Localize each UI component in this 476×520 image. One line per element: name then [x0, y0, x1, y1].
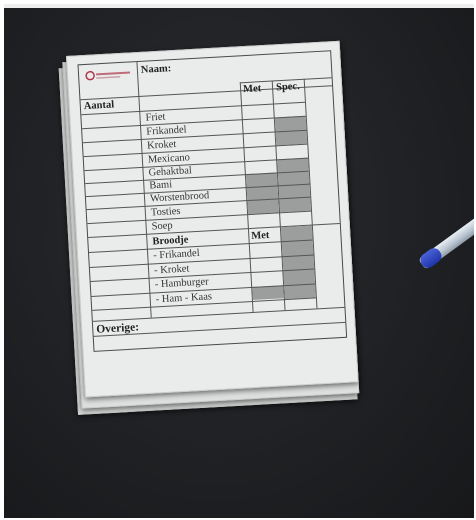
item-label: Worstenbrood: [149, 190, 210, 205]
pen-icon: [418, 183, 474, 270]
shaded-cell: [246, 172, 279, 214]
overige-label: Overige:: [95, 321, 140, 336]
broodje-header: Broodje: [152, 234, 189, 248]
row-line: [87, 211, 311, 225]
broodje-item: - Hamburger: [154, 276, 209, 291]
order-form-table: [77, 50, 347, 352]
row-line: [83, 130, 307, 144]
grid-line: [146, 234, 152, 318]
row-line: [93, 307, 345, 322]
shaded-cell: [281, 226, 316, 300]
broodje-item: - Ham - Kaas: [155, 291, 213, 306]
item-label: Friet: [145, 111, 166, 124]
logo-divider: [136, 62, 139, 96]
photo-scene: [4, 4, 474, 518]
row-line: [82, 116, 306, 130]
order-form-stack: [66, 41, 355, 408]
broodje-item: - Frikandel: [152, 247, 200, 262]
broodje-item: - Kroket: [153, 263, 190, 277]
item-label: Soep: [151, 220, 173, 233]
row-line: [81, 102, 305, 116]
item-label: Tosties: [150, 205, 181, 219]
image-border: [4, 4, 474, 8]
met-label: Met: [242, 83, 262, 96]
aantal-label: Aantal: [83, 99, 115, 113]
row-line: [90, 254, 314, 268]
row-line: [84, 158, 308, 172]
pen-cap: [418, 246, 445, 271]
order-form-sheet: [66, 41, 359, 398]
item-label: Kroket: [146, 138, 177, 152]
naam-label: Naam:: [140, 63, 172, 76]
item-label: Frikandel: [146, 124, 187, 138]
item-label: Mexicano: [147, 152, 191, 166]
row-line: [89, 240, 313, 254]
shaded-cell: [278, 171, 311, 213]
broodje-met-label: Met: [251, 229, 270, 242]
logo-icon: [84, 65, 135, 84]
item-label: Bami: [149, 179, 173, 192]
item-label: Gehaktbal: [148, 165, 193, 179]
row-line: [84, 144, 308, 158]
spec-label: Spec.: [275, 81, 300, 94]
